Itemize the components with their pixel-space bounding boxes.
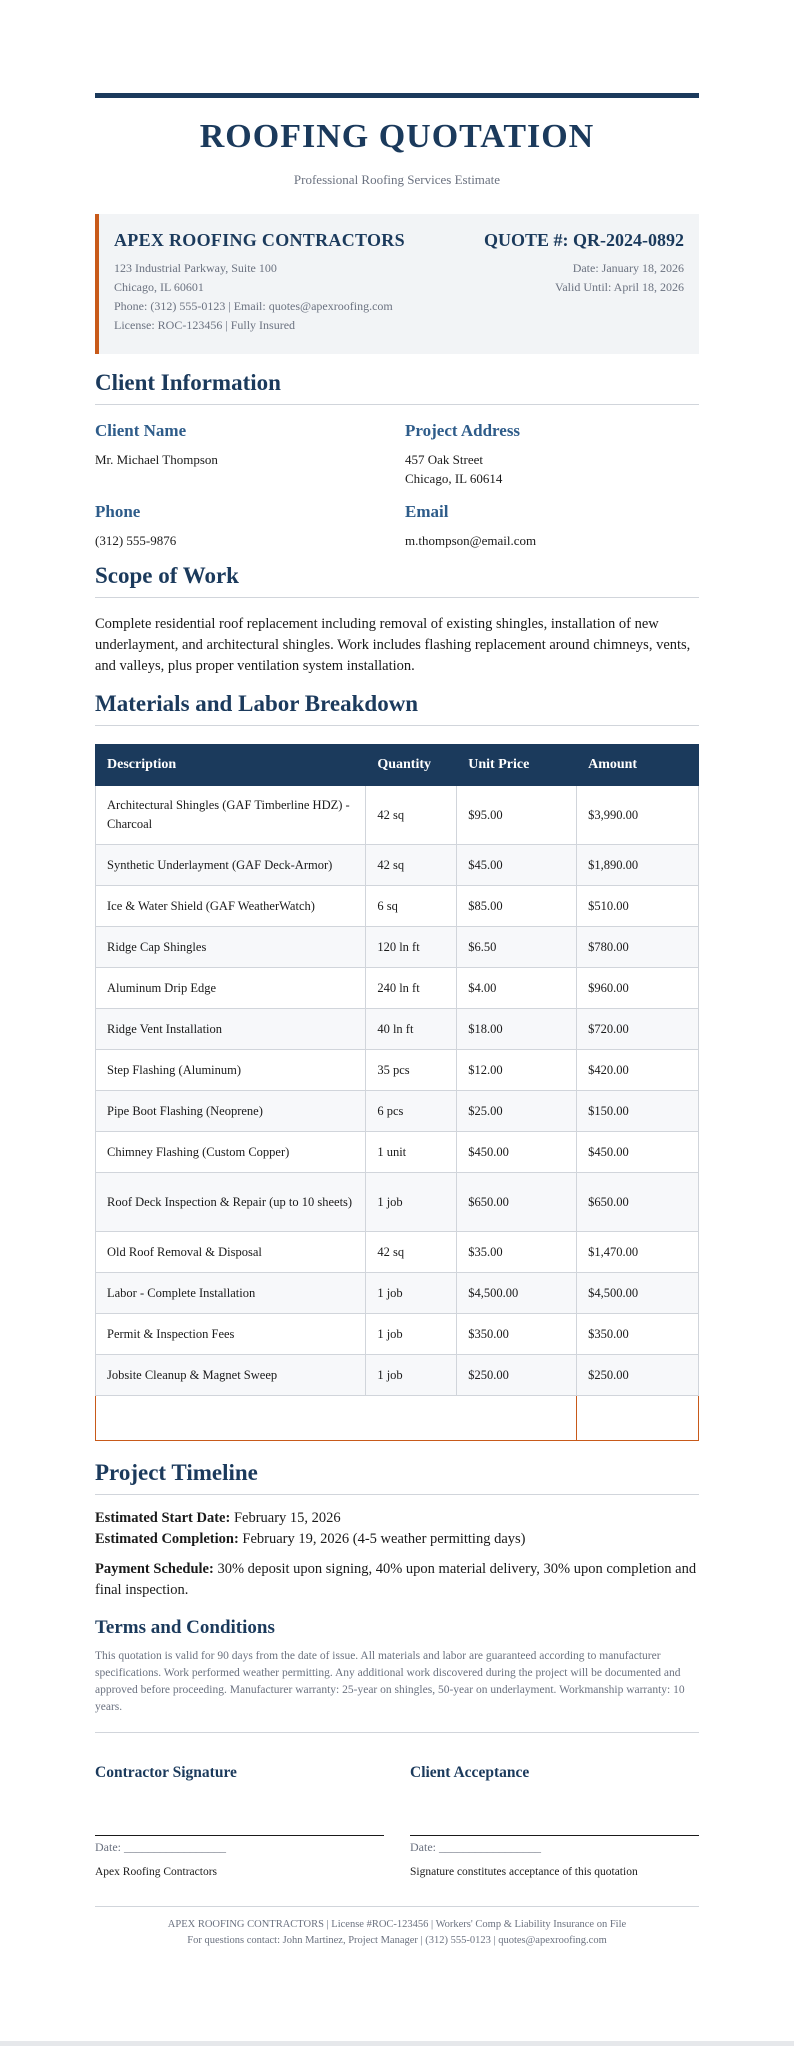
cell-quantity: 42 sq (366, 786, 457, 845)
table-row (96, 1009, 699, 1050)
column-header-amount: Amount (577, 745, 699, 786)
cell-unit-price: $25.00 (457, 1091, 577, 1132)
cell-unit-price: $95.00 (457, 786, 577, 845)
cell-amount: $1,470.00 (577, 1232, 699, 1273)
client-name: Mr. Michael Thompson (95, 452, 218, 467)
payment-schedule-label: Payment Schedule: (95, 1561, 214, 1577)
cell-unit-price: $4,500.00 (457, 1273, 577, 1314)
cell-quantity: 42 sq (366, 1232, 457, 1273)
table-row (96, 1132, 699, 1173)
cell-unit-price: $12.00 (457, 1050, 577, 1091)
cell-amount: $4,500.00 (577, 1273, 699, 1314)
column-header-description: Description (96, 745, 366, 786)
cell-description: Ice & Water Shield (GAF WeatherWatch) (96, 886, 366, 927)
cell-unit-price: $4.00 (457, 968, 577, 1009)
cell-amount: $420.00 (577, 1050, 699, 1091)
table-header-row (96, 745, 699, 786)
table-row (96, 886, 699, 927)
table-row (96, 1091, 699, 1132)
timeline-section-heading: Project Timeline (95, 1460, 699, 1495)
client-email: m.thompson@email.com (405, 533, 537, 548)
table-row (96, 927, 699, 968)
cell-description: Old Roof Removal & Disposal (96, 1232, 366, 1273)
quote-date: Date: January 18, 2026 (572, 261, 684, 275)
cell-description: Jobsite Cleanup & Magnet Sweep (96, 1355, 366, 1396)
signature-divider (95, 1732, 699, 1733)
footer-line2: For questions contact: John Martinez, Project Manager | (312) 555-0123 | quotes@apexroofing.com (187, 1935, 607, 1946)
company-name: APEX ROOFING CONTRACTORS (114, 230, 405, 250)
cell-quantity: 240 ln ft (366, 968, 457, 1009)
cell-unit-price: $85.00 (457, 886, 577, 927)
company-contact: Phone: (312) 555-0123 | Email: quotes@apexroofing.com (114, 299, 393, 313)
footer-divider (95, 1906, 699, 1907)
cell-description: Architectural Shingles (GAF Timberline HDZ) - Charcoal (96, 786, 366, 845)
project-address-label: Project Address (405, 421, 521, 440)
page-title: ROOFING QUOTATION (199, 118, 595, 155)
timeline-dates (95, 1508, 699, 1550)
cell-quantity: 1 job (366, 1314, 457, 1355)
total-row (96, 1396, 699, 1441)
top-rule (95, 93, 699, 98)
company-info-box (95, 214, 699, 354)
cell-quantity: 6 sq (366, 886, 457, 927)
cell-description: Aluminum Drip Edge (96, 968, 366, 1009)
client-phone: (312) 555-9876 (95, 533, 177, 548)
cell-amount: $780.00 (577, 927, 699, 968)
cell-unit-price: $45.00 (457, 845, 577, 886)
timeline-start (95, 1508, 699, 1529)
company-details (114, 259, 393, 335)
quote-valid-until: Valid Until: April 18, 2026 (555, 280, 684, 294)
cell-description: Chimney Flashing (Custom Copper) (96, 1132, 366, 1173)
cell-quantity: 1 job (366, 1273, 457, 1314)
breakdown-table (95, 744, 699, 1441)
client-signature-line[interactable] (410, 1835, 699, 1836)
table-row (96, 1232, 699, 1273)
cell-amount: $350.00 (577, 1314, 699, 1355)
payment-schedule (95, 1559, 699, 1601)
cell-quantity: 1 unit (366, 1132, 457, 1173)
cell-description: Ridge Vent Installation (96, 1009, 366, 1050)
start-date-value: February 15, 2026 (233, 1510, 341, 1526)
terms-heading: Terms and Conditions (95, 1617, 275, 1638)
cell-amount: $720.00 (577, 1009, 699, 1050)
cell-amount: $960.00 (577, 968, 699, 1009)
cell-amount: $250.00 (577, 1355, 699, 1396)
cell-quantity: 1 job (366, 1355, 457, 1396)
completion-date-value: February 19, 2026 (4-5 weather permitting days) (242, 1531, 526, 1547)
contractor-signature-note: Apex Roofing Contractors (95, 1866, 218, 1878)
cell-unit-price: $18.00 (457, 1009, 577, 1050)
quote-number: QUOTE #: QR-2024-0892 (484, 230, 684, 250)
start-date-label: Estimated Start Date: (95, 1510, 231, 1526)
cell-amount: $150.00 (577, 1091, 699, 1132)
client-signature-date: Date: _________________ (410, 1840, 541, 1854)
cell-amount: $510.00 (577, 886, 699, 927)
page-bottom-band (0, 2041, 794, 2046)
cell-description: Ridge Cap Shingles (96, 927, 366, 968)
table-row (96, 845, 699, 886)
table-row (96, 1355, 699, 1396)
table-row (96, 1314, 699, 1355)
project-address-line1: 457 Oak Street (405, 452, 483, 467)
table-row (96, 786, 699, 845)
cell-unit-price: $650.00 (457, 1173, 577, 1232)
quote-dates (555, 259, 684, 297)
company-license: License: ROC-123456 | Fully Insured (114, 318, 296, 332)
cell-amount: $3,990.00 (577, 786, 699, 845)
column-header-quantity: Quantity (366, 745, 457, 786)
cell-quantity: 40 ln ft (366, 1009, 457, 1050)
email-label: Email (405, 502, 449, 521)
cell-quantity: 120 ln ft (366, 927, 457, 968)
page-subtitle: Professional Roofing Services Estimate (293, 172, 501, 187)
total-label: TOTAL QUOTATION (96, 1396, 577, 1441)
scope-section-heading: Scope of Work (95, 563, 699, 598)
cell-unit-price: $450.00 (457, 1132, 577, 1173)
cell-description: Synthetic Underlayment (GAF Deck-Armor) (96, 845, 366, 886)
project-address-line2: Chicago, IL 60614 (405, 471, 503, 486)
client-signature-note: Signature constitutes acceptance of this quotation (410, 1866, 638, 1878)
payment-schedule-value: 30% deposit upon signing, 40% upon material delivery, 30% upon completion and final inspection. (95, 1561, 697, 1598)
client-acceptance-heading: Client Acceptance (410, 1764, 530, 1781)
cell-unit-price: $250.00 (457, 1355, 577, 1396)
cell-description: Roof Deck Inspection & Repair (up to 10 sheets) (96, 1173, 366, 1232)
cell-unit-price: $350.00 (457, 1314, 577, 1355)
cell-description: Step Flashing (Aluminum) (96, 1050, 366, 1091)
table-row (96, 1273, 699, 1314)
cell-amount: $450.00 (577, 1132, 699, 1173)
contractor-signature-heading: Contractor Signature (95, 1764, 237, 1781)
cell-description: Permit & Inspection Fees (96, 1314, 366, 1355)
table-row (96, 1050, 699, 1091)
cell-amount: $650.00 (577, 1173, 699, 1232)
table-row (96, 1173, 699, 1232)
contractor-signature-date: Date: _________________ (95, 1840, 226, 1854)
total-amount: $16,690.00 (577, 1396, 699, 1441)
cell-description: Pipe Boot Flashing (Neoprene) (96, 1091, 366, 1132)
contractor-signature-line[interactable] (95, 1835, 384, 1836)
cell-quantity: 6 pcs (366, 1091, 457, 1132)
table-row (96, 968, 699, 1009)
breakdown-section-heading: Materials and Labor Breakdown (95, 691, 699, 726)
cell-amount: $1,890.00 (577, 845, 699, 886)
scope-text: Complete residential roof replacement including removal of existing shingles, installation of new underlayment, and architectural shingles. Work includes flashing replacement around chimneys, vents, and valleys, plus proper ventilation system installation. (95, 616, 691, 674)
cell-quantity: 35 pcs (366, 1050, 457, 1091)
cell-unit-price: $6.50 (457, 927, 577, 968)
cell-quantity: 1 job (366, 1173, 457, 1232)
company-address-line1: 123 Industrial Parkway, Suite 100 (114, 261, 277, 275)
project-address (405, 450, 502, 488)
column-header-unit-price: Unit Price (457, 745, 577, 786)
client-section-heading: Client Information (95, 370, 699, 405)
cell-quantity: 42 sq (366, 845, 457, 886)
terms-text: This quotation is valid for 90 days from the date of issue. All materials and labor are guaranteed according to manufacturer specifications. Work performed weather permitting. Any additional work discovered during the project will be documented and approved before proceeding. Manufacturer warranty: 25-year on shingles, 50-year on underlayment. Workmanship warranty: 10 years. (95, 1650, 685, 1713)
cell-description: Labor - Complete Installation (96, 1273, 366, 1314)
timeline-completion (95, 1529, 699, 1550)
completion-date-label: Estimated Completion: (95, 1531, 239, 1547)
footer (95, 1917, 699, 1949)
footer-line1: APEX ROOFING CONTRACTORS | License #ROC-123456 | Workers' Comp & Liability Insurance on File (167, 1919, 627, 1930)
cell-unit-price: $35.00 (457, 1232, 577, 1273)
company-address-line2: Chicago, IL 60601 (114, 280, 204, 294)
phone-label: Phone (95, 502, 141, 521)
client-name-label: Client Name (95, 421, 187, 440)
